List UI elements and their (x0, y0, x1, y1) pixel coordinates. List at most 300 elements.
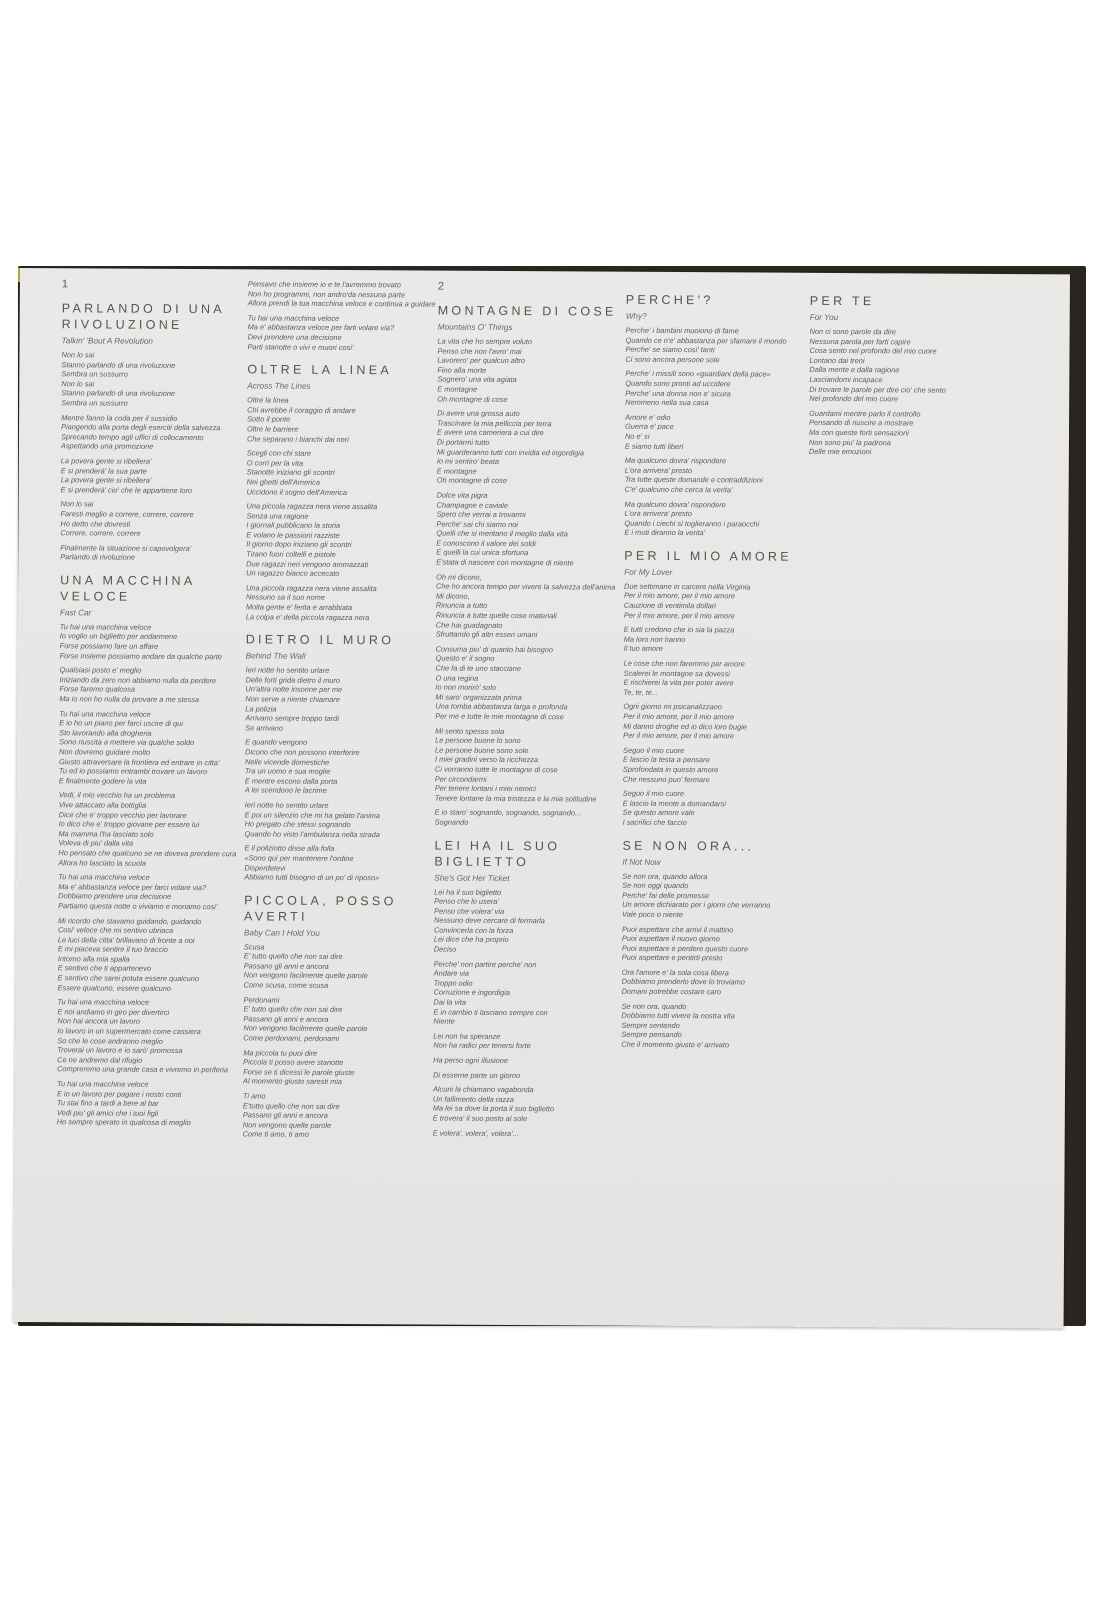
lyric-line: Ieri notte ho sentito urlare (244, 800, 329, 810)
lyric-line: Stanno parlando di una rivoluzione (61, 388, 176, 399)
lyric-line: E avere una cameriera a cui dire (436, 427, 544, 438)
lyric-line: Sotto il ponte (247, 414, 291, 424)
column-4 (621, 282, 811, 1061)
lyric-line: Perche' se siamo cosi' tanti (625, 344, 715, 355)
lyric-line: E montagne (437, 384, 478, 394)
lyric-line: L'ora arrivera' presto (624, 465, 693, 475)
lyric-line: Ma piccola tu puoi dire (243, 1048, 318, 1058)
lyric-line: Lontano dai treni (809, 355, 865, 365)
lyric-line: Vale poco o niente (622, 909, 684, 919)
lyric-line: Tirano fuori coltelli e pistole (246, 549, 336, 559)
song-title: PERCHE'? (625, 292, 714, 308)
lyric-line: Troppo odio (433, 978, 473, 988)
stanza (243, 995, 428, 1044)
song (623, 548, 810, 829)
stanza (247, 313, 432, 353)
stanza (60, 622, 245, 662)
lyric-line: Ma e' abbastanza veloce per farci volare via? (58, 881, 207, 892)
stanza (625, 456, 810, 496)
stanza (60, 543, 245, 563)
stanza (246, 501, 431, 579)
lyric-line: Cosa sento nel profondo del mio cuore (809, 346, 937, 356)
lyric-line: Passano gli anni e ancora (243, 961, 329, 971)
lyric-line: Lavorero' per qualcun altro (437, 355, 526, 366)
lyric-line: Te, te, te... (623, 687, 659, 697)
lyric-line: Non ha radici per tenersi forte (433, 1040, 531, 1051)
lyric-line: Non ci sono parole da dire (809, 326, 896, 337)
lyric-line: Allora ho lasciato la scuola (58, 857, 146, 868)
lyric-line: Rinuncia a tutte quelle cose materiali (435, 610, 557, 621)
lyric-line: Io dico che e' troppo giovane per essere lui (58, 819, 200, 830)
stanza (243, 1091, 428, 1140)
lyric-line: Sprofondata in questo amore (622, 764, 719, 775)
lyric-line: Convincerla con la forza (433, 925, 514, 935)
lyric-line: Come perdonami, perdonami (243, 1033, 340, 1043)
lyric-line: Dice che e' troppo vecchio per lavorare (58, 809, 187, 820)
lyric-line: Tu hai una macchina veloce (56, 1079, 149, 1089)
lyric-line: Tra tutte queste domande e contraddizioni (624, 475, 763, 485)
song (57, 572, 245, 1128)
lyric-line: I giornali pubblicano la storia (246, 520, 341, 531)
stanza (433, 959, 618, 1027)
stanza (622, 968, 807, 998)
lyric-line: Dicono che non possono interferire (245, 747, 360, 758)
song (243, 892, 430, 1140)
lyric-line: Forse se ti dicessi le parole giuste (243, 1067, 355, 1077)
stanza (243, 1048, 428, 1088)
lyric-line: Io lavoro in un supermercato come cassiera (57, 1026, 201, 1037)
lyric-line: Ma io non ho nulla da provare a me stessa (59, 694, 200, 705)
stanza (625, 326, 810, 366)
stanza (433, 1070, 618, 1081)
lyric-line: Ma loro non hanno (623, 634, 686, 644)
lyric-line: Consuma piu' di quanto hai bisogno (435, 644, 553, 655)
lyric-line: Perche' sai chi siamo noi (436, 519, 518, 529)
lyric-line: Ci vorranno tutte le montagne di cose (434, 764, 558, 775)
lyric-line: Devi prendere una decisione (247, 332, 342, 342)
lyric-line: Non lo sai (61, 350, 95, 360)
lyric-line: Guardami mentre parlo il controllo (809, 408, 921, 419)
lyric-line: Quando sono pronti ad uccidere (625, 378, 731, 389)
lyric-line: Sempre sentendo (621, 1020, 680, 1030)
lyric-line: Che il momento giusto e' arrivato (621, 1039, 730, 1050)
song-subtitle: Behind The Wall (245, 651, 306, 661)
lyric-line: Alcuni la chiamano vagabonda (432, 1084, 534, 1095)
lyric-line: E io un lavoro per pagare i nostri conti (56, 1088, 182, 1099)
lyric-line: Tu stai fino a tardi a bere al bar (56, 1098, 159, 1109)
lyric-line: Troverai un lavoro e io sarò' promossa (57, 1045, 183, 1056)
lyric-line: Perche' i missili sono «guardiani della pace» (625, 369, 771, 379)
lyric-line: Quando ho visto l'ambulanza nella strada (244, 829, 380, 839)
song-subtitle: For My Lover (624, 567, 673, 577)
lyric-line: Lei dice che ha proprio (433, 935, 509, 945)
lyric-line: E poi un silenzio che mi ha gelato l'anima (244, 809, 381, 820)
lyric-line: Giusto attraversare la frontiera ed entrare in citta' (58, 756, 220, 767)
lyric-line: Nelle vicende domestiche (244, 756, 330, 767)
lyric-line: La povera gente si ribellera' (60, 456, 152, 466)
lyric-line: Scegli con chi stare (246, 448, 311, 458)
stanza (433, 1085, 618, 1125)
song-title: PER TE (809, 293, 875, 309)
song-subtitle: Why? (625, 311, 647, 321)
stanza (435, 726, 620, 804)
stanza (245, 738, 430, 797)
lyric-line: I sacrifici che faccio (622, 817, 687, 828)
lyric-line: Chi avrebbe il coraggio di andare (247, 405, 356, 415)
lyric-line: Sembra un sussurro (61, 369, 128, 379)
lyric-line: Non lo sai (61, 379, 95, 389)
lyric-line: Puoi aspettare e pentirti presto (621, 952, 723, 963)
lyric-line: Ma e' abbastanza veloce per farti volare via? (247, 322, 395, 333)
column-1 (57, 278, 247, 1138)
lyric-line: Piangendo alla porta degli eserciti della salvezza (61, 422, 221, 433)
lyric-line: E mi piaceva sentire il tuo braccio (57, 944, 168, 955)
stanza (624, 499, 809, 539)
lyric-line: Cauzione di ventimila dollari (623, 600, 717, 611)
lyric-line: Senza una ragione (246, 511, 309, 521)
lyric-line: Un'altra notte insonne per me (245, 684, 343, 695)
lyric-line: C'e' qualcuno che cerca la verita' (624, 484, 733, 495)
lyric-line: Mentre fanno la coda per il sussidio (61, 412, 178, 423)
lyric-line: Tu hai una macchina veloce (57, 997, 150, 1008)
lyric-line: Oltre le barriere (246, 424, 299, 434)
lyric-line: Domani potrebbe costare caro (621, 986, 722, 997)
lyric-line: La polizia (245, 703, 277, 714)
lyric-line: E rischierei la vita per poter avere (623, 677, 734, 688)
lyric-line: E volano le passioni razziste (246, 530, 340, 540)
stanza (437, 409, 622, 487)
lyric-line: A lei scendono le lacrime (244, 785, 327, 796)
lyric-line: Compreremo una grande casa e vivremo in periferia (57, 1064, 229, 1075)
stanza (247, 449, 432, 498)
stanza (434, 887, 619, 955)
lyric-line: Ho detto che dovresti (60, 518, 131, 529)
lyric-line: Mi saro' organizzata prima (435, 692, 522, 702)
lyric-line: Penso che lo usera' (434, 896, 499, 907)
lyric-line: Non vengono quelle parole (242, 1120, 332, 1130)
lyric-line: Partiamo questa notte o viviamo e moriamo cosi' (58, 901, 218, 912)
song-subtitle: She's Got Her Ticket (434, 873, 510, 883)
lyric-line: Oh montagne di cose (436, 475, 508, 486)
lyric-line: Lei non ha speranze (433, 1031, 501, 1041)
song-title: DIETRO IL MURO (245, 632, 395, 648)
lyric-line: Penso che non l'avro' mai (437, 346, 522, 356)
lyric-line: Tu hai una macchina veloce (59, 622, 152, 632)
lyric-line: Un ragazzo bianco accecato (246, 568, 340, 579)
lyric-line: Mi ricordo che stavamo guidando, guidando (57, 915, 202, 926)
lyric-line: Questo e' il sogno (435, 653, 495, 664)
lyric-line: Non serve a niente chiamare (245, 694, 340, 704)
stanza (623, 789, 808, 829)
stanza (436, 490, 621, 568)
lyric-line: Mi dicono, (435, 591, 470, 601)
stanza (809, 327, 994, 405)
lyric-line: Faresti meglio a correre, correre, correre (60, 509, 194, 519)
lyric-line: Nemmeno nella sua casa (625, 397, 709, 408)
lyric-line: Ogni giorno mi psicanalizzano (623, 702, 722, 712)
lyric-line: Trascinare la mia pelliccia per terra (437, 418, 552, 428)
lyric-line: So che le cose andranno meglio (57, 1035, 163, 1046)
lyric-line: Sprecando tempo agli uffici di collocamento (60, 432, 204, 442)
lyric-line: E finalmente godere la vita (58, 776, 147, 786)
lyric-line: Sognando (434, 817, 469, 827)
lyric-line: Due ragazzi neri vengono ammazzati (246, 559, 369, 569)
lyric-line: E sentivo che ti appartenevo (57, 963, 152, 974)
lyric-line: Le persone buone sono sole (435, 745, 529, 755)
lyric-line: Che separano i bianchi dai neri (246, 433, 349, 444)
lyric-line: E quando vengono (245, 737, 308, 748)
lyric-line: Niente (433, 1016, 455, 1026)
stanza (57, 1079, 242, 1128)
lyric-line: Perche' i bambini muoiono di fame (625, 325, 739, 336)
lyric-line: Lasciandomi incapace (809, 374, 883, 385)
lyric-line: Per il mio amore, per il mio amore (623, 711, 735, 722)
lyric-line: E'stata di nascere con montagne di niente (436, 557, 574, 568)
lyric-line: Per circondarmi (434, 774, 487, 784)
stanza (433, 1031, 618, 1051)
lyric-line: Una piccola ragazza nera viene assalita (246, 501, 378, 512)
lyric-line: Non ho programmi, non andro'da nessuna parte (247, 288, 405, 299)
stanza (58, 872, 243, 912)
lyric-line: Dobbiamo tutti vivere la nostra vita (621, 1010, 735, 1021)
stanza (433, 1056, 618, 1067)
stanza (625, 369, 810, 409)
stanza (244, 942, 429, 991)
lyric-line: E noi andiamo in giro per divertirci (57, 1007, 170, 1017)
lyric-line: Cosi' veloce che mi sentivo ubriaca (57, 925, 174, 936)
lyric-line: Le luci della citta' brillavano di fronte a noi (57, 934, 195, 945)
lyric-line: «Sono qui per mantenere l'ordine (244, 853, 354, 863)
stanza (61, 413, 246, 453)
lyric-line: Se non ora, quando (621, 1001, 687, 1011)
column-2 (242, 279, 436, 1150)
lyric-line: Ma mamma l'ha lasciato solo (58, 828, 154, 839)
stanza (244, 844, 429, 884)
lyric-line: Stanotte iniziano gli scontri (246, 467, 335, 478)
lyric-line: Un amore dichiarato per i giorni che verranno (622, 900, 771, 910)
stanza (59, 665, 244, 705)
lyric-line: Rinuncia a tutto (435, 600, 488, 611)
song (247, 279, 436, 352)
lyric-line: Puoi aspettare che arrivi il mattino (621, 924, 734, 934)
lyric-line: L'ora arrivera' presto (624, 508, 692, 519)
lyric-line: Se non oggi quando (622, 880, 689, 891)
lyric-line: O una regina (435, 673, 479, 683)
song-title: LEI HA IL SUO BIGLIETTO (434, 838, 561, 869)
lyric-line: Qualsiasi posto e' meglio (59, 665, 142, 675)
lyric-line: Allora prendi la tua macchina veloce e continua a guidare (247, 298, 436, 309)
column-3 (433, 281, 623, 1149)
lyric-line: Nessuno deve cercare di fermarla (433, 915, 545, 926)
lyric-line: O corri per la vita (246, 458, 304, 468)
song-subtitle: For You (809, 312, 839, 322)
lyric-line: Pensavo che insieme io e te l'avremmo trovato (247, 279, 401, 290)
song-subtitle: Mountains O' Things (437, 322, 513, 333)
lyric-line: E lascio la testa a pensare (622, 755, 710, 765)
stanza (435, 644, 620, 722)
lyric-line: Ti amo (242, 1091, 266, 1101)
lyric-line: Forse faremo qualcosa (59, 684, 136, 695)
side-number: 1 (61, 278, 70, 291)
stanza (623, 702, 808, 742)
lyric-line: E volera', volera', volera'... (432, 1128, 519, 1138)
lyric-line: Io voglio un biglietto per andarmene (59, 631, 178, 642)
lyric-line: Tra un uomo e sua moglie (244, 766, 331, 777)
lyric-line: Lei ha il suo biglietto (434, 887, 502, 897)
lyric-line: Nessuna parola per farti capire (809, 336, 911, 347)
lyric-line: Intorno alla mia spalla (57, 954, 130, 964)
song-title: PICCOLA, POSSO AVERTI (244, 893, 397, 924)
lyric-line: Ieri notte ho sentito urlare (245, 665, 330, 676)
lyric-line: E io ho un piano per farci uscire di qui (59, 718, 183, 729)
lyric-line: Sto lavorando alla drogheria (59, 728, 152, 738)
lyric-line: Amore e' odio (625, 412, 671, 422)
song-title: OLTRE LA LINEA (247, 362, 393, 378)
lyric-line: Delle mie emozioni (808, 446, 872, 457)
lyric-line: Di esserne parte un giorno (433, 1070, 521, 1080)
lyric-line: E trovera' il suo posto al sole (432, 1113, 528, 1124)
lyric-line: E si prenderà' la sua parte (60, 465, 147, 476)
lyric-line: Deciso (433, 944, 457, 954)
lyric-line: Non vengono facilmente quelle parole (243, 1023, 368, 1034)
lyric-line: Nessuno sa il suo nome (245, 592, 325, 603)
lyric-line: Andare via (433, 968, 470, 979)
lyric-line: Dobbiamo prendere una decisione (58, 891, 172, 902)
lyric-line: Ho sempre sperato in qualcosa di meglio (56, 1117, 191, 1128)
lyric-line: Per il mio amore, per il mio amore (623, 730, 735, 741)
lyric-line: Come scusa, come scusa (243, 980, 329, 990)
lyric-line: Ci sono ancora persone sole (625, 354, 720, 365)
song (244, 632, 431, 884)
lyric-line: Corruzione e ingordigia (433, 987, 511, 998)
lyric-line: Tu hai una macchina veloce (247, 313, 340, 323)
lyric-line: Sempre pensando (621, 1030, 682, 1040)
song (809, 293, 995, 458)
song-title: UNA MACCHINA VELOCE (59, 573, 195, 604)
lyric-line: Quelli che si meritano il meglio dalla vita (436, 528, 568, 539)
lyric-line: E conoscono il valore dei soldi (436, 538, 536, 549)
lyric-line: Dolce vita pigra (436, 490, 488, 500)
lyric-line: Stanno parlando di una rivoluzione (61, 359, 176, 370)
lyric-line: Correre, correre, correre (60, 528, 141, 538)
song-subtitle: If Not Now (622, 857, 661, 867)
lyric-line: Spero che verrai a trovarmi (436, 509, 526, 520)
lyric-line: Di portarmi tutto (436, 437, 490, 447)
stanza (621, 1001, 806, 1050)
lyric-line: Ma con queste forti sensazioni (808, 427, 909, 438)
lyric-line: Due settimane in carcere nella Virginia (624, 581, 751, 592)
stanza (435, 808, 620, 828)
lyric-line: Tu hai una macchina veloce (59, 708, 151, 719)
lyric-line: Vedi, il mio vecchio ha un problema (58, 790, 176, 801)
lyric-line: Mi sento spesso sola (435, 726, 505, 736)
lyric-line: Ho pensato che qualcuno se ne doveva prendere cura (58, 848, 237, 859)
lyric-line: Perche' fai delle promesse (622, 890, 710, 900)
lyric-line: E si prenderà' cio' che le appartiene loro (60, 484, 193, 495)
lyric-line: E montagne (436, 466, 477, 476)
lyric-line: E io staro' sognando, sognando, sognando... (434, 807, 582, 818)
lyric-line: Le persone buone lo sono (435, 735, 521, 746)
lyric-line: E siamo tutti liberi (624, 441, 684, 451)
stanza (61, 350, 246, 409)
lyric-line: Parti stanotte o vivi e muori cosi' (247, 341, 354, 352)
lyric-line: Il tuo amore (623, 644, 663, 654)
lyric-line: E mentre escono dalla porta (244, 776, 338, 786)
lyric-line: E' tutto quello che non sai dire (243, 951, 343, 962)
lyric-line: Ho pregato che stessi sognando (244, 819, 351, 830)
lyric-line: Dalla mente e dalla ragione (809, 365, 900, 375)
lyric-line: E sentivo che sarei potuta essere qualcuno (57, 973, 200, 984)
lyric-line: Non lo sai (60, 499, 94, 509)
lyric-line: Se questo amore vale (622, 808, 695, 818)
lyric-line: Vive attaccato alla bottiglia (58, 800, 147, 810)
lyric-line: Arrivano sempre troppo tardi (245, 713, 339, 724)
lyric-line: Mi guarderanno tutti con invidia ed ingordigia (436, 447, 585, 457)
lyric-line: Nei ghetti dell'America (246, 477, 321, 487)
lyric-line: Dobbiamo prenderlo dove lo troviamo (621, 977, 745, 987)
lyric-line: Tu hai una macchina veloce (58, 872, 150, 882)
lyric-line: Non hai ancora un lavoro (57, 1016, 141, 1027)
lyric-line: La vita che ho sempre voluto (437, 336, 533, 347)
lyric-line: Non dovremo guidare molto (59, 747, 151, 757)
lyric-line: I miei gradini verso la ricchezza (434, 754, 539, 765)
lyric-line: Che nessuno puo' fermare (622, 774, 710, 784)
lyric-line: Piccola ti posso avere stanotte (243, 1057, 344, 1068)
lyric-line: Mi danno droghe ed io dico loro bugie (623, 721, 747, 732)
stanza (622, 924, 807, 964)
lyric-line: Champagne e caviale (436, 500, 509, 510)
stanza (433, 1128, 618, 1139)
stanza (245, 666, 430, 734)
lyric-line: Per il mio amore, per il mio amore (623, 610, 735, 621)
lyric-line: Quando ce n'e' abbastanza per sfamare il mondo (625, 335, 787, 346)
lyric-line: Essere qualcuno, essere qualcuno (57, 982, 172, 993)
column-5 (809, 283, 995, 468)
song (246, 362, 433, 623)
stanza (622, 871, 807, 920)
lyric-line: Io non morirò' solo (435, 682, 497, 693)
song (624, 292, 810, 539)
lyric-line: No e' si (624, 431, 650, 441)
lyric-line: Di trovare le parole per dire cio' che sento (809, 384, 946, 395)
lyric-line: E quelli la cui unica sfortuna (436, 548, 529, 558)
lyric-line: Finalmente la situazione si capovolgera' (60, 542, 192, 553)
lyric-line: E in cambio ti lasciano sempre con (433, 1007, 548, 1017)
song-subtitle: Fast Car (59, 608, 92, 618)
lyric-line: Guerra e' pace (625, 422, 674, 432)
song (621, 837, 807, 1050)
lyric-line: Oh mi dicono, (436, 572, 482, 582)
lyric-line: Ha perso ogni illusione (433, 1055, 508, 1065)
lyric-line: Scalerei le montagne sa dovessi (623, 668, 730, 678)
song-title: PARLANDO DI UNA RIVOLUZIONE (61, 301, 225, 332)
stanza (61, 456, 246, 496)
lyric-line: Puoi aspettare e perdere questo cuore (621, 943, 749, 954)
lyric-line: Forse insieme possiamo andare da qualche parte (59, 650, 222, 661)
lyric-line: Sono riuscita a mettere via qualche soldo (59, 737, 195, 748)
lyric-line: Abbiamo tutti bisogno di un po' di riposo» (244, 872, 380, 883)
lyric-line: Una tomba abbastanza larga e profonda (435, 701, 568, 712)
lyric-line: La colpa e' della piccola ragazza nera (245, 612, 370, 622)
lyric-line: Tenere lontane la mia tristezza e la mia solitudine (434, 793, 597, 804)
lyric-line: Nel profondo del mio cuore (809, 393, 898, 404)
lyric-line: Voleva di piu' dalla vita (58, 838, 134, 849)
lyric-line: Sembra un sussurro (61, 398, 128, 408)
lyric-line: La povera gente si ribellera' (60, 475, 152, 485)
lyric-line: Ma lei sa dove la porta il suo biglietto (432, 1103, 555, 1114)
lyric-line: Non sono piu' la padrona (808, 437, 891, 447)
stanza (246, 583, 431, 623)
